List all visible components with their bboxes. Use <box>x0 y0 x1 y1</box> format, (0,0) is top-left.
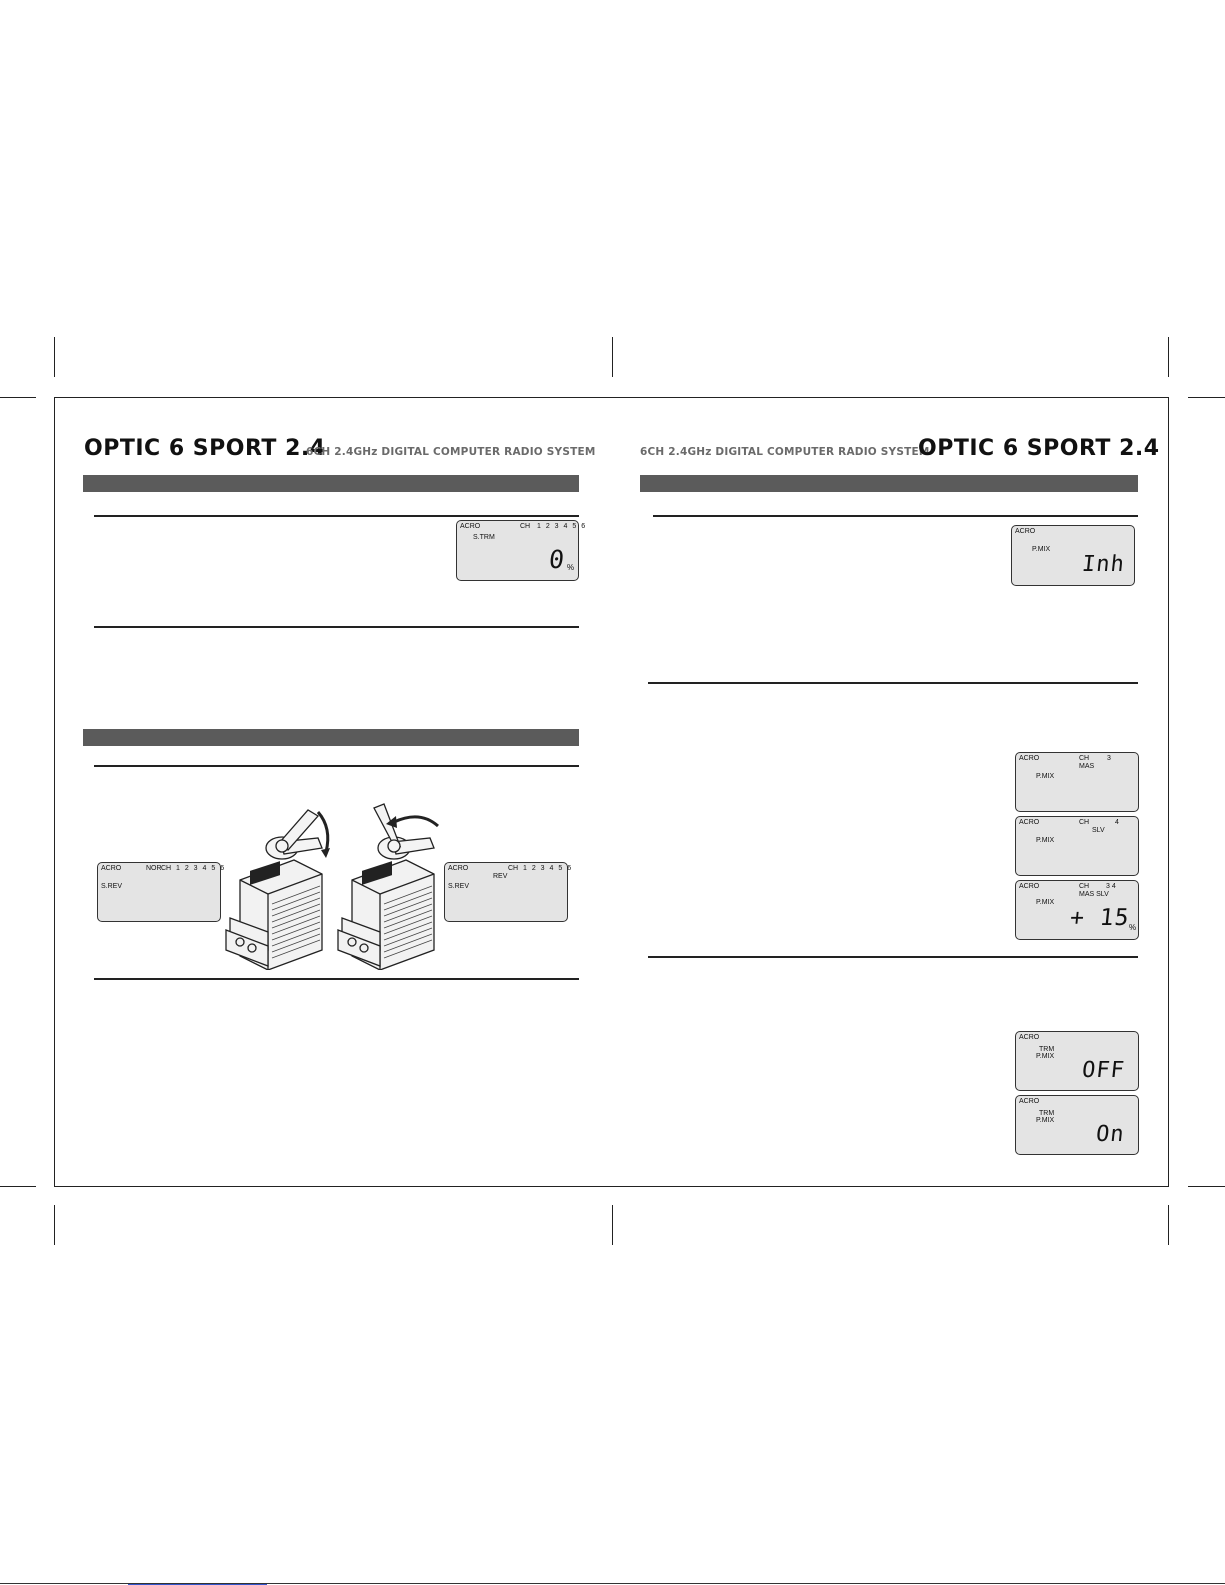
lcd-ch: CH <box>508 865 519 872</box>
rule <box>653 515 1138 517</box>
lcd-label: S.REV <box>101 883 123 890</box>
lcd-channels: 1 2 3 4 5 6 <box>176 865 226 872</box>
lcd-ch: CH <box>1079 883 1090 890</box>
lcd-rev: REV <box>493 873 508 880</box>
lcd-mode: ACRO <box>1019 1098 1040 1105</box>
lcd-mode: ACRO <box>448 865 469 872</box>
tagline-left: 6CH 2.4GHz DIGITAL COMPUTER RADIO SYSTEM <box>306 446 596 458</box>
lcd-unit: % <box>1129 923 1137 932</box>
crop-mark <box>612 337 613 377</box>
crop-mark <box>0 1186 36 1187</box>
crop-mark <box>1168 337 1169 377</box>
lcd-screen-pmix-slv <box>1015 816 1139 876</box>
lcd-screen-pmix-rate <box>1015 880 1139 940</box>
brand-logo-left: OPTIC 6 SPORT 2.4 <box>84 436 326 461</box>
rule <box>94 978 579 980</box>
lcd-screen-pmix-mas <box>1015 752 1139 812</box>
lcd-ch: CH <box>1079 819 1090 826</box>
lcd-mode: ACRO <box>1019 819 1040 826</box>
servo-illustration-reversed <box>334 800 446 970</box>
lcd-value: On <box>1094 1122 1126 1147</box>
crop-mark <box>612 1205 613 1245</box>
section-bar <box>83 729 579 746</box>
lcd-value: + 15 <box>1068 905 1131 931</box>
lcd-nor: NOR <box>146 865 162 872</box>
lcd-screen-strm <box>456 520 587 581</box>
lcd-label: S.TRM <box>473 534 495 541</box>
crop-mark <box>0 397 36 398</box>
crop-mark <box>1168 1205 1169 1245</box>
lcd-label: P.MIX <box>1036 1053 1055 1060</box>
lcd-unit: % <box>567 563 575 572</box>
lcd-screen-pmix-inh <box>1011 525 1135 586</box>
lcd-mode: ACRO <box>1019 755 1040 762</box>
lcd-ch: CH <box>520 523 531 530</box>
lcd-trm: TRM <box>1039 1046 1055 1053</box>
lcd-num: 3 4 <box>1106 883 1116 890</box>
crop-mark <box>1188 1186 1225 1187</box>
lcd-sub: MAS SLV <box>1079 891 1109 898</box>
lcd-num: 3 <box>1107 755 1111 762</box>
lcd-label: P.MIX <box>1032 546 1051 553</box>
lcd-value: 0 <box>547 545 567 574</box>
lcd-mode: ACRO <box>1019 1034 1040 1041</box>
crop-mark <box>54 1205 55 1245</box>
brand-logo-right: OPTIC 6 SPORT 2.4 <box>918 436 1160 461</box>
lcd-mode: ACRO <box>1019 883 1040 890</box>
lcd-label: P.MIX <box>1036 1117 1055 1124</box>
section-bar <box>640 475 1138 492</box>
lcd-screen-srev-rev <box>444 862 573 922</box>
lcd-screen-trm-on <box>1015 1095 1139 1155</box>
crop-mark <box>54 337 55 377</box>
lcd-ch: CH <box>1079 755 1090 762</box>
lcd-channels: 1 2 3 4 5 6 <box>523 865 573 872</box>
lcd-mode: ACRO <box>460 523 481 530</box>
lcd-channels: 1 2 3 4 5 6 <box>537 523 587 530</box>
lcd-ch: CH <box>161 865 172 872</box>
lcd-screen-trm-off <box>1015 1031 1139 1091</box>
rule <box>94 515 579 517</box>
lcd-label: P.MIX <box>1036 899 1055 906</box>
servo-illustration-normal <box>222 800 334 970</box>
crop-mark <box>1188 397 1225 398</box>
lcd-mode: ACRO <box>101 865 122 872</box>
rule <box>94 765 579 767</box>
lcd-label: S.REV <box>448 883 470 890</box>
tagline-right: 6CH 2.4GHz DIGITAL COMPUTER RADIO SYSTEM <box>640 446 930 458</box>
section-bar <box>83 475 579 492</box>
lcd-screen-srev-nor <box>97 862 226 922</box>
lcd-value: Inh <box>1080 552 1127 577</box>
lcd-num: 4 <box>1115 819 1119 826</box>
lcd-label: P.MIX <box>1036 773 1055 780</box>
lcd-mode: ACRO <box>1015 528 1036 535</box>
lcd-sub: MAS <box>1079 763 1095 770</box>
rule <box>648 956 1138 958</box>
lcd-value: OFF <box>1080 1058 1127 1083</box>
lcd-sub: SLV <box>1092 827 1105 834</box>
lcd-label: P.MIX <box>1036 837 1055 844</box>
rule <box>648 682 1138 684</box>
lcd-trm: TRM <box>1039 1110 1055 1117</box>
rule <box>94 626 579 628</box>
